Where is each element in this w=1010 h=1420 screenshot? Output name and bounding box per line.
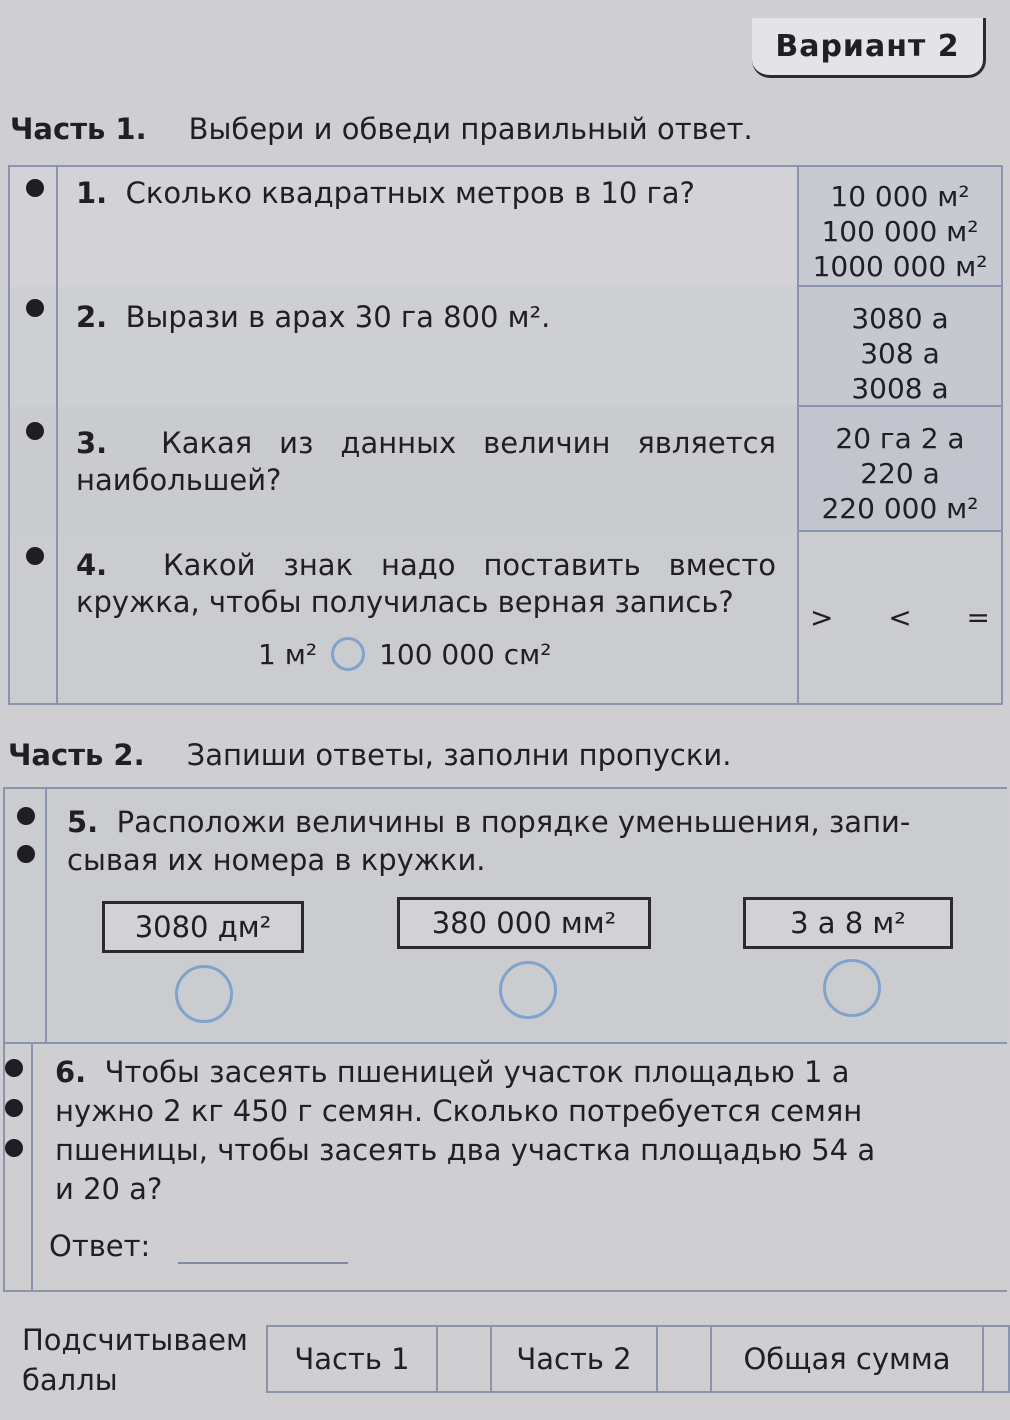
q4-option[interactable]: < [888,601,912,634]
bullet-marker [5,1099,23,1117]
bullet-marker [26,547,44,565]
q3-option[interactable]: 20 га 2 а [835,422,965,455]
q1-option[interactable]: 1000 000 м² [812,250,988,283]
q2-option[interactable]: 3080 а [851,302,949,335]
bullet-marker [17,845,35,863]
order-circle-2[interactable] [499,961,557,1019]
variant-tab: Вариант 2 [752,18,986,78]
score-table [266,1325,1010,1393]
answer-circle[interactable] [331,637,365,671]
bullet-marker [17,807,35,825]
part2-heading [8,738,731,772]
part2-instruction: Запиши ответы, заполни пропуски. [186,738,732,772]
part1-heading [10,112,753,146]
q3-option[interactable]: 220 000 м² [821,492,979,525]
question-5: 5. Расположи величины в порядке уменьшения, запи- сывая их номера в кружки. [67,805,911,877]
bullet-marker [26,179,44,197]
question-1: 1. Сколько квадратных метров в 10 га? [76,176,695,210]
score-total-cell[interactable] [984,1327,1008,1391]
q4-option[interactable]: = [966,601,990,634]
score-part2-cell[interactable] [658,1327,712,1391]
q4-option[interactable]: > [810,601,834,634]
q3-option[interactable]: 220 а [860,457,940,490]
score-label: Подсчитываем баллы [22,1323,248,1397]
part1-label: Часть 1. [10,112,147,146]
q1-options [800,179,1000,284]
score-total-label: Общая сумма [712,1327,984,1391]
bullet-marker [5,1139,23,1157]
question-4: 4. Какой знак надо поставить вместо кружка, чтобы получилась верная запись? [76,548,776,619]
order-circle-3[interactable] [823,959,881,1017]
q1-option[interactable]: 100 000 м² [821,215,979,248]
order-circle-1[interactable] [175,965,233,1023]
q2-options [800,301,1000,406]
part1-table [8,165,1003,705]
score-part2-label: Часть 2 [492,1327,658,1391]
q3-options [800,421,1000,526]
part2-label: Часть 2. [8,738,145,772]
answer-field[interactable] [178,1262,348,1264]
question-6: 6. Чтобы засеять пшеницей участок площадью 1 а нужно 2 кг 450 г семян. Сколько потребуется семян пшеницы, чтобы засеять два участка площадью 54 а и 20 а? [55,1055,876,1206]
bullet-marker [26,422,44,440]
q4-options [810,601,990,634]
value-box-1: 3080 дм² [102,901,304,953]
q2-option[interactable]: 3008 а [851,372,949,405]
answer-label: Ответ: [49,1229,151,1263]
value-box-2: 380 000 мм² [397,897,651,949]
score-part1-label: Часть 1 [268,1327,438,1391]
q1-option[interactable]: 10 000 м² [830,180,970,213]
question-2: 2. Вырази в арах 30 га 800 м². [76,300,551,334]
q4-expression: 1 м² 100 000 см² [258,637,552,671]
question-3: 3. Какая из данных величин является наибольшей? [76,426,777,497]
part1-instruction: Выбери и обведи правильный ответ. [188,112,753,146]
part2-table [3,787,1007,1292]
bullet-marker [26,299,44,317]
score-part1-cell[interactable] [438,1327,492,1391]
bullet-marker [5,1059,23,1077]
q2-option[interactable]: 308 а [860,337,940,370]
value-box-3: 3 а 8 м² [743,897,953,949]
